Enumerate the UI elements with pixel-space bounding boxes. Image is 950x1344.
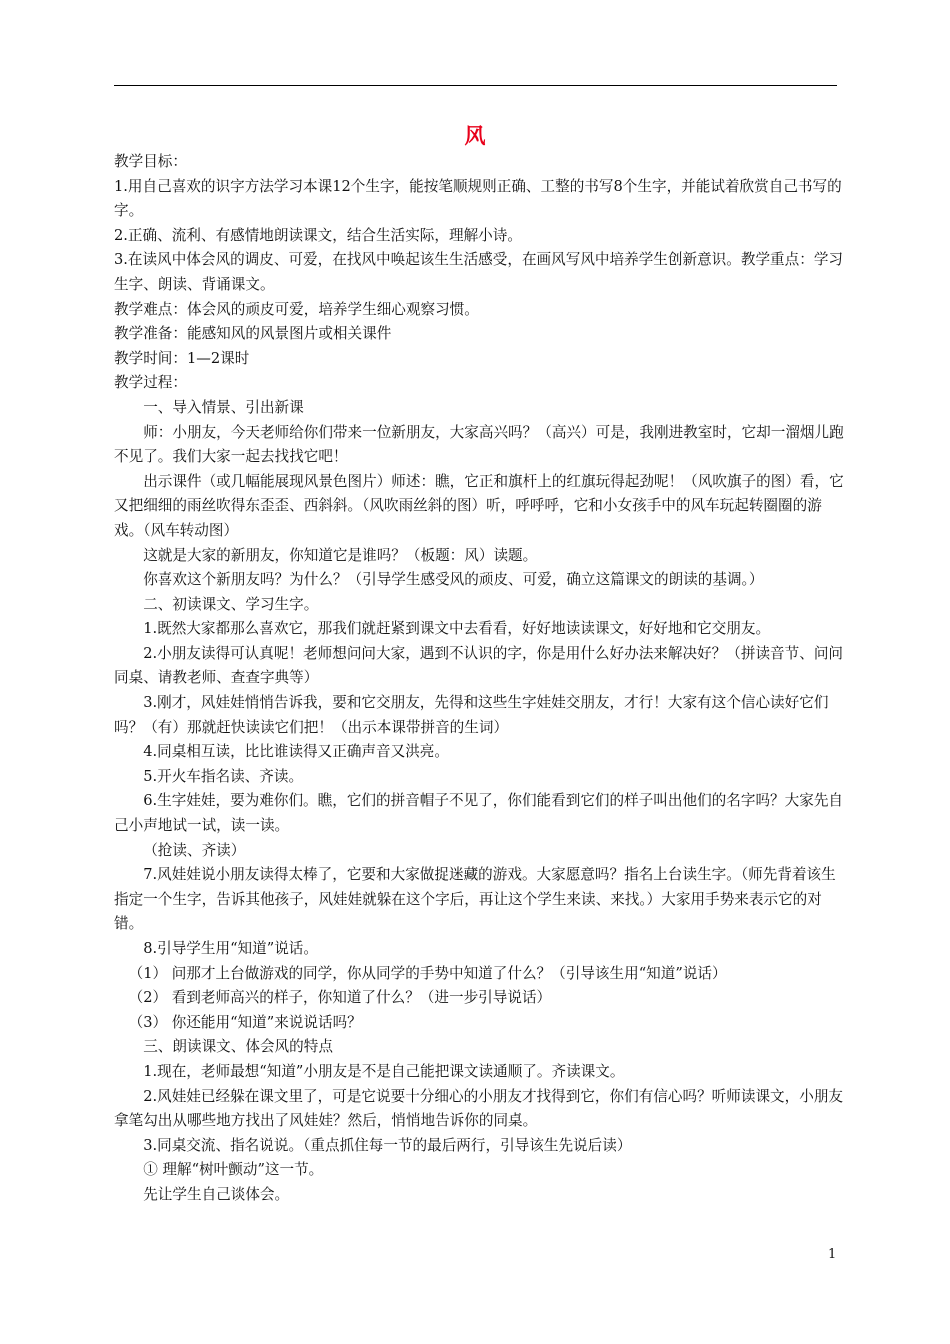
body-paragraph: 师：小朋友，今天老师给你们带来一位新朋友，大家高兴吗？（高兴）可是，我刚进教室时，它却一溜烟儿跑不见了。我们大家一起去找找它吧！ — [114, 423, 844, 466]
body-paragraph: 1.既然大家都那么喜欢它，那我们就赶紧到课文中去看看，好好地读读课文，好好地和它交朋友。 — [143, 620, 771, 638]
body-paragraph: 3.刚才，风娃娃悄悄告诉我，要和它交朋友，先得和这些生字娃娃交朋友，才行！大家有这个信心读好它们吗？（有）那就赶快读读它们把！（出示本课带拼音的生词） — [114, 694, 829, 736]
body-paragraph: 这就是大家的新朋友，你知道它是谁吗？（板题：风）读题。 — [143, 546, 538, 564]
body-paragraph: 1.现在，老师最想“知道”小朋友是不是自己能把课文读通顺了。齐读课文。 — [143, 1062, 625, 1080]
body-paragraph: 先让学生自己谈体会。 — [143, 1185, 290, 1203]
body-paragraph: 三、朗读课文、体会风的特点 — [143, 1038, 333, 1056]
body-paragraph: 3.在读风中体会风的调皮、可爱，在找风中唤起该生生活感受，在画风写风中培养学生创新意识。教学重点：学习生字、朗读、背诵课文。 — [114, 251, 844, 293]
body-paragraph: 1.用自己喜欢的识字方法学习本课12个生字，能按笔顺规则正确、工整的书写8个生字，并能试着欣赏自己书写的字。 — [114, 177, 842, 220]
body-paragraph: 教学难点：体会风的顽皮可爱，培养学生细心观察习惯。 — [114, 300, 479, 318]
body-paragraph: 8.引导学生用“知道”说话。 — [143, 940, 318, 957]
body-paragraph: 教学准备：能感知风的风景图片或相关课件 — [114, 325, 392, 343]
body-paragraph: 6.生字娃娃，要为难你们。瞧，它们的拼音帽子不见了，你们能看到它们的样子叫出他们的名字吗？大家先自己小声地试一试，读一读。 — [114, 792, 844, 835]
body-paragraph: ① 理解“树叶颤动”这一节。 — [143, 1161, 324, 1179]
body-paragraph: （抢读、齐读） — [143, 841, 246, 859]
body-paragraph: 教学过程： — [114, 374, 187, 392]
body-paragraph: 一、导入情景、引出新课 — [143, 398, 304, 416]
body-paragraph: （2） 看到老师高兴的样子，你知道了什么？（进一步引导说话） — [128, 989, 552, 1007]
body-paragraph: （1） 问那才上台做游戏的同学，你从同学的手势中知道了什么？（引导该生用“知道”说话） — [128, 964, 727, 982]
body-paragraph: （3） 你还能用“知道”来说说话吗？ — [128, 1013, 362, 1031]
page-number: 1 — [828, 1247, 837, 1262]
document-body — [114, 150, 847, 1208]
body-paragraph: 2.小朋友读得可认真呢！老师想问问大家，遇到不认识的字，你是用什么好办法来解决好？（拼读音节、问问同桌、请教老师、查查字典等） — [114, 644, 844, 687]
body-paragraph: 出示课件（或几幅能展现风景色图片）师述：瞧，它正和旗杆上的红旗玩得起劲呢！（风吹旗子的图）看，它又把细细的雨丝吹得东歪歪、西斜斜。（风吹雨丝斜的图）听，呼呼呼，它和小女孩手中的风车玩起转圈圈的游戏。（风车转动图） — [114, 472, 844, 539]
document-title: 风 — [464, 123, 486, 148]
body-paragraph: 3.同桌交流、指名说说。（重点抓住每一节的最后两行，引导该生先说后读） — [143, 1136, 632, 1154]
body-paragraph: 你喜欢这个新朋友吗？为什么？（引导学生感受风的顽皮、可爱，确立这篇课文的朗读的基调。） — [143, 571, 764, 589]
body-paragraph: 4.同桌相互读，比比谁读得又正确声音又洪亮。 — [143, 743, 449, 761]
body-paragraph: 教学目标： — [114, 153, 187, 170]
header-rule — [114, 85, 837, 86]
body-paragraph: 2.风娃娃已经躲在课文里了，可是它说要十分细心的小朋友才找得到它，你们有信心吗？听师读课文，小朋友拿笔勾出从哪些地方找出了风娃娃？然后，悄悄地告诉你的同桌。 — [114, 1087, 844, 1130]
body-paragraph: 二、初读课文、学习生字。 — [143, 595, 319, 613]
body-paragraph: 教学时间：1—2课时 — [114, 349, 250, 367]
body-paragraph: 5.开火车指名读、齐读。 — [143, 767, 304, 785]
body-paragraph: 2.正确、流利、有感情地朗读课文，结合生活实际，理解小诗。 — [114, 226, 522, 244]
body-paragraph: 7.风娃娃说小朋友读得太棒了，它要和大家做捉迷藏的游戏。大家愿意吗？指名上台读生字。（师先背着该生指定一个生字，告诉其他孩子，风娃娃就躲在这个字后，再让这个学生来读、来找。）大家用手势来表示它的对错。 — [114, 866, 836, 933]
